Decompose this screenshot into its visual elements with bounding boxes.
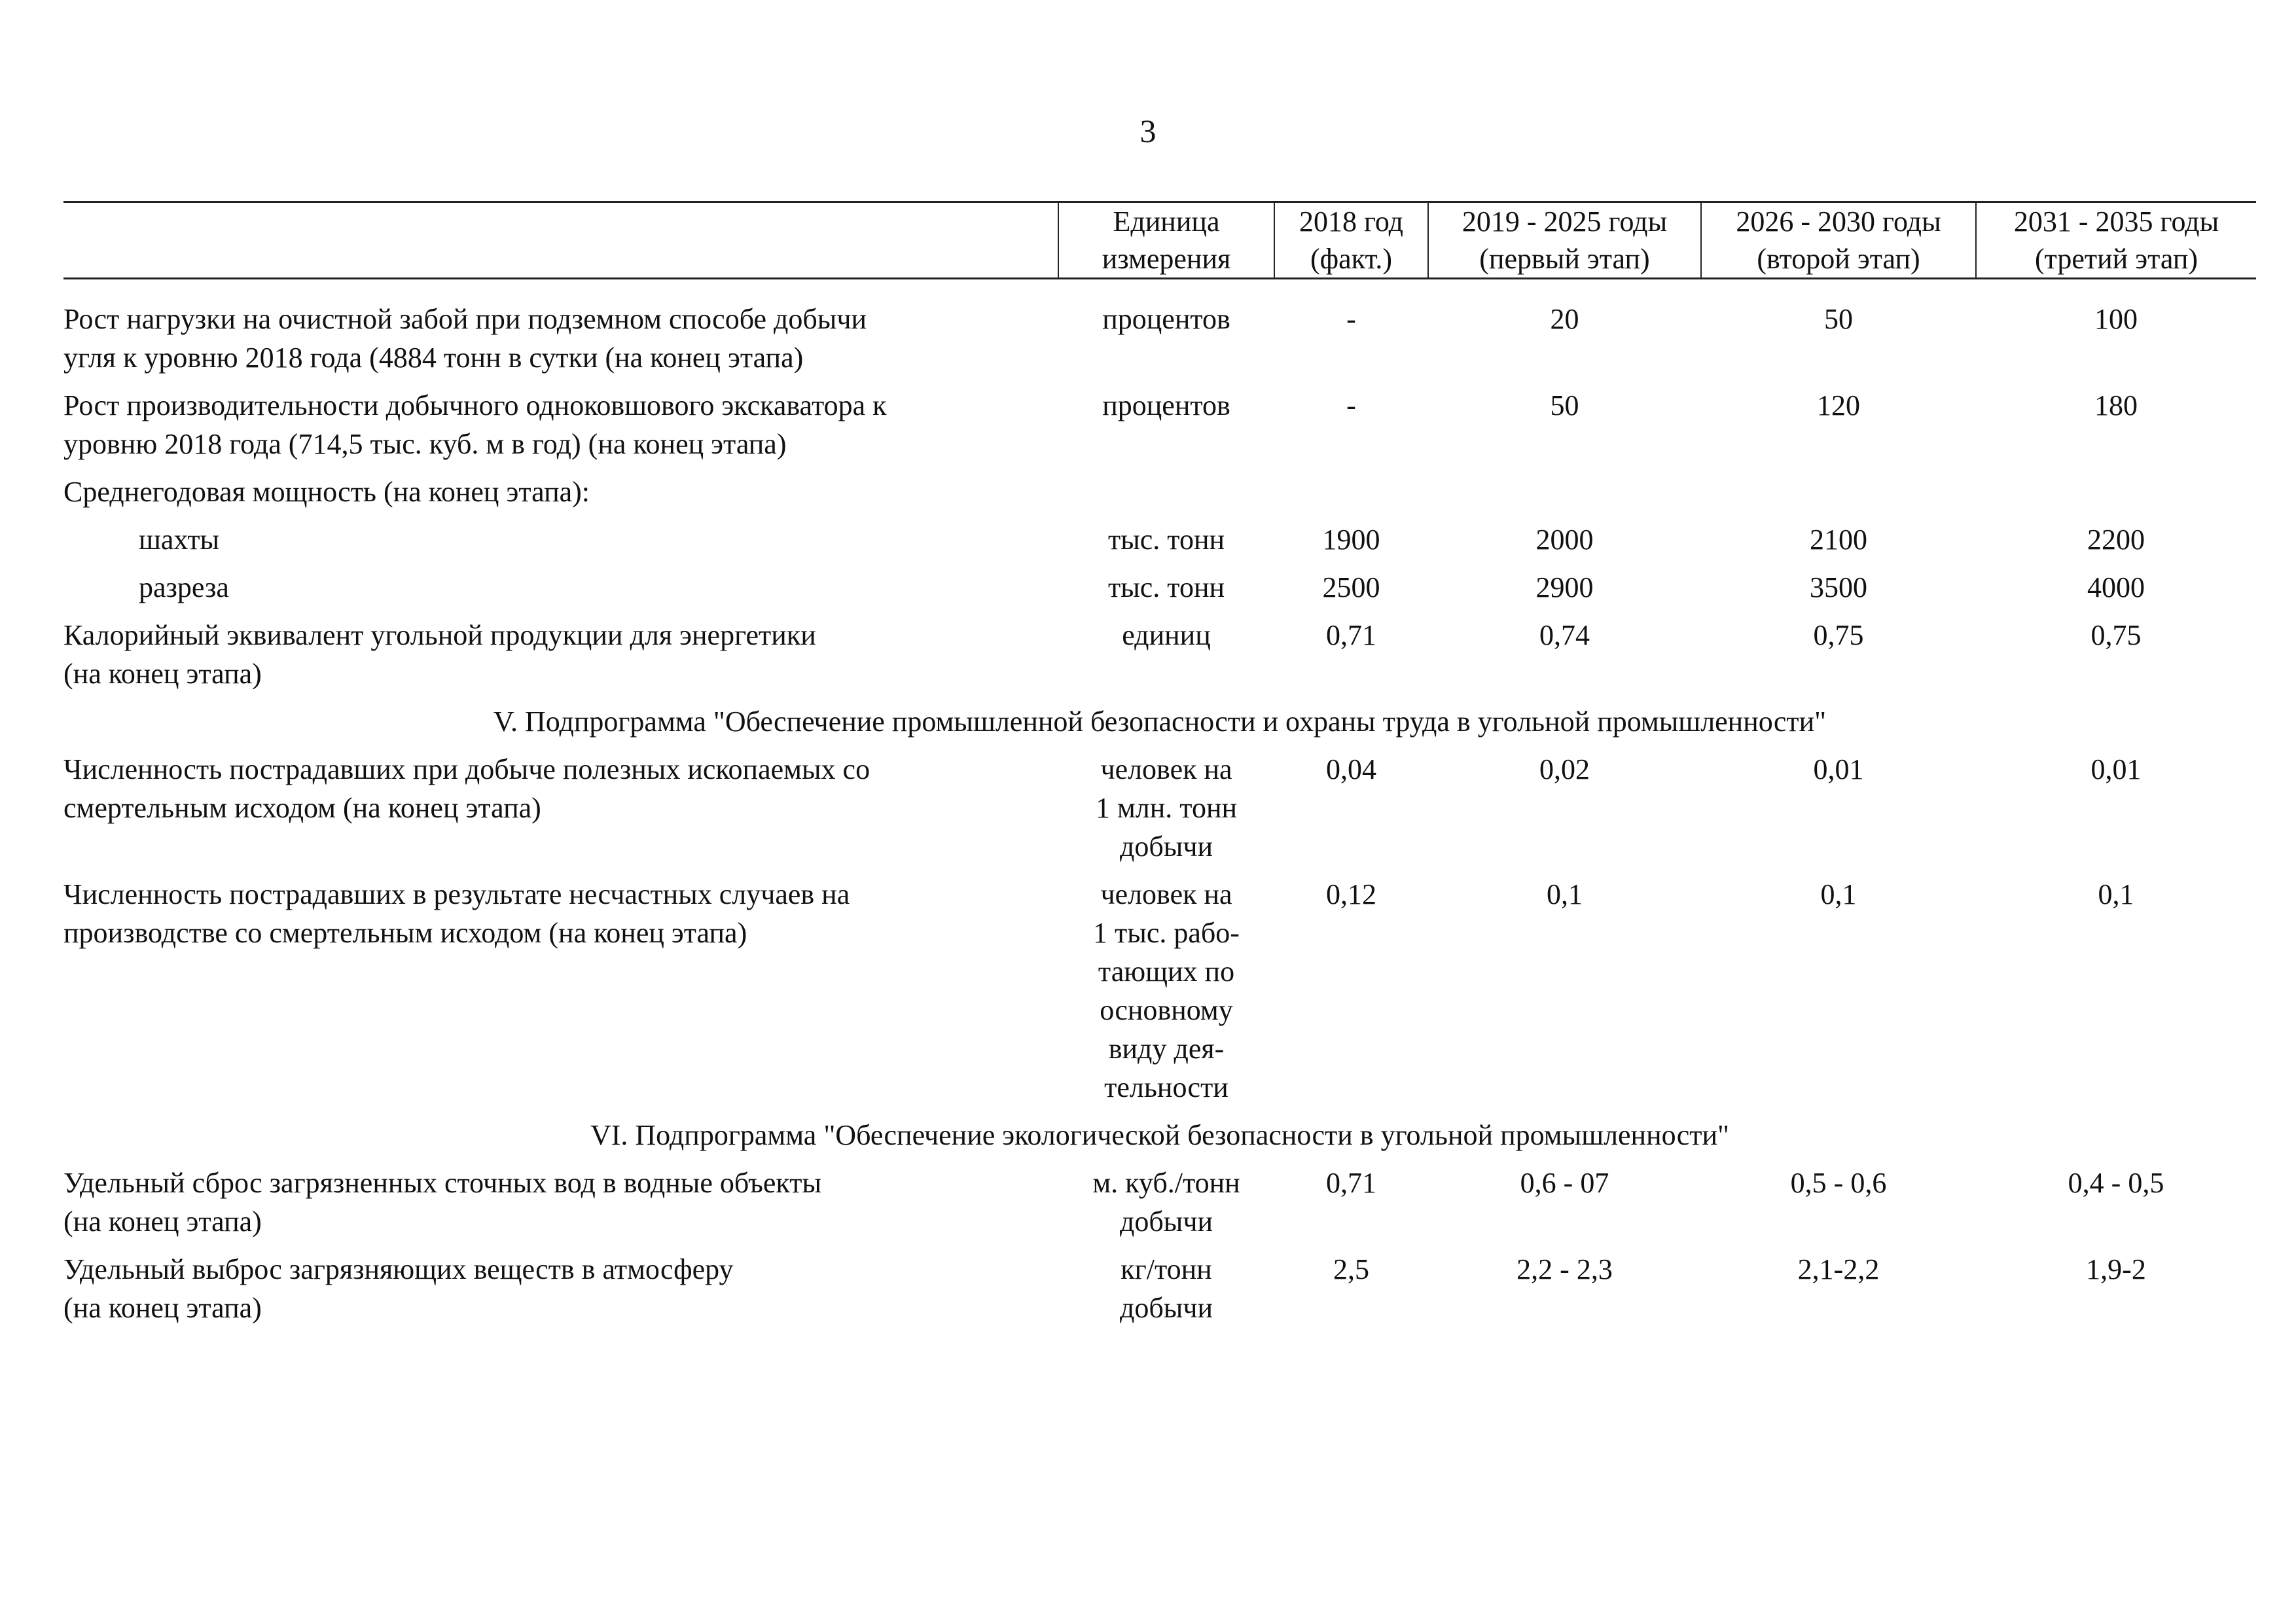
table-row — [63, 568, 2256, 616]
row-label: Рост производительности добычного одноковшового экскаватора к уровню 2018 года (714,5 тыс. куб. м в год) (на конец этапа) — [63, 389, 887, 460]
value-stage-2: 0,5 - 0,6 — [1790, 1167, 1887, 1199]
value-stage-2: 120 — [1817, 389, 1860, 421]
row-unit: человек на 1 млн. тонн добычи — [1095, 753, 1238, 863]
row-label: Численность пострадавших при добыче полезных ископаемых со смертельным исходом (на конец этапа) — [63, 753, 870, 824]
value-stage-3: 100 — [2094, 303, 2138, 335]
row-unit: процентов — [1102, 303, 1230, 335]
header-stage-2: 2026 - 2030 годы (второй этап) — [1701, 202, 1976, 279]
row-label: Численность пострадавших в результате несчастных случаев на производстве со смертельным исходом (на конец этапа) — [63, 878, 850, 949]
header-unit: Единица измерения — [1058, 202, 1274, 279]
table-row — [63, 473, 2256, 520]
value-2018: - — [1346, 389, 1356, 421]
row-unit: единиц — [1122, 619, 1211, 651]
header-stage-3: 2031 - 2035 годы (третий этап) — [1976, 202, 2256, 279]
row-label: Рост нагрузки на очистной забой при подземном способе добычи угля к уровню 2018 года (4884 тонн в сутки (на конец этапа) — [63, 303, 867, 374]
table-row — [63, 875, 2256, 1116]
value-2018: 2500 — [1322, 571, 1380, 603]
value-stage-2: 2,1-2,2 — [1797, 1253, 1880, 1285]
value-stage-1: 0,74 — [1539, 619, 1590, 651]
section-heading: VI. Подпрограмма "Обеспечение экологической безопасности в угольной промышленности" — [590, 1119, 1730, 1151]
value-2018: 0,71 — [1326, 1167, 1376, 1199]
value-stage-2: 50 — [1824, 303, 1853, 335]
value-stage-3: 4000 — [2087, 571, 2145, 603]
table-row — [63, 520, 2256, 568]
value-stage-1: 2900 — [1535, 571, 1594, 603]
value-2018: 1900 — [1322, 524, 1380, 556]
value-stage-3: 2200 — [2087, 524, 2145, 556]
row-label: шахты — [139, 524, 220, 556]
table-row — [63, 300, 2256, 386]
row-unit: тыс. тонн — [1107, 571, 1225, 603]
value-stage-2: 0,1 — [1820, 878, 1857, 910]
table-row — [63, 750, 2256, 875]
value-stage-3: 0,01 — [2090, 753, 2142, 785]
table-row — [63, 386, 2256, 473]
row-unit: м. куб./тонн добычи — [1092, 1167, 1240, 1238]
value-stage-2: 0,01 — [1813, 753, 1864, 785]
value-2018: 0,71 — [1326, 619, 1376, 651]
value-2018: 0,12 — [1326, 878, 1376, 910]
section-heading-row — [63, 1116, 2256, 1164]
table-row — [63, 1164, 2256, 1250]
value-stage-1: 2000 — [1535, 524, 1594, 556]
row-label: Калорийный эквивалент угольной продукции для энергетики (на конец этапа) — [63, 619, 816, 690]
value-stage-2: 3500 — [1810, 571, 1867, 603]
row-unit: процентов — [1102, 389, 1230, 421]
value-stage-3: 180 — [2094, 389, 2138, 421]
row-label: Удельный выброс загрязняющих веществ в атмосферу (на конец этапа) — [63, 1253, 734, 1324]
page-number: 3 — [1139, 113, 1157, 149]
table-row — [63, 616, 2256, 702]
value-stage-1: 50 — [1550, 389, 1579, 421]
header-2018: 2018 год (факт.) — [1274, 202, 1428, 279]
row-unit: тыс. тонн — [1107, 524, 1225, 556]
section-heading: V. Подпрограмма "Обеспечение промышленной безопасности и охраны труда в угольной промышленности" — [493, 705, 1827, 738]
row-unit: кг/тонн добычи — [1119, 1253, 1213, 1324]
value-stage-2: 0,75 — [1813, 619, 1864, 651]
row-label: Удельный сброс загрязненных сточных вод в водные объекты (на конец этапа) — [63, 1167, 822, 1238]
table-row — [63, 1250, 2256, 1336]
row-unit: человек на 1 тыс. рабо- тающих по основному виду дея- тельности — [1093, 878, 1240, 1103]
value-stage-1: 20 — [1550, 303, 1579, 335]
value-stage-1: 0,02 — [1539, 753, 1590, 785]
header-stage-1: 2019 - 2025 годы (первый этап) — [1428, 202, 1701, 279]
value-stage-1: 0,1 — [1547, 878, 1583, 910]
row-label: разреза — [139, 571, 229, 603]
value-stage-3: 0,75 — [2090, 619, 2142, 651]
value-stage-3: 1,9-2 — [2086, 1253, 2146, 1285]
value-2018: 2,5 — [1333, 1253, 1369, 1285]
table-header — [63, 202, 2256, 279]
header-indicator-cell — [63, 202, 1058, 279]
value-stage-3: 0,1 — [2098, 878, 2134, 910]
value-stage-2: 2100 — [1810, 524, 1867, 556]
value-stage-3: 0,4 - 0,5 — [2068, 1167, 2164, 1199]
value-2018: - — [1346, 303, 1356, 335]
value-stage-1: 2,2 - 2,3 — [1516, 1253, 1613, 1285]
value-2018: 0,04 — [1326, 753, 1376, 785]
row-group-label: Среднегодовая мощность (на конец этапа): — [63, 476, 590, 508]
section-heading-row — [63, 702, 2256, 750]
value-stage-1: 0,6 - 07 — [1520, 1167, 1609, 1199]
indicators-table — [63, 201, 2256, 1336]
